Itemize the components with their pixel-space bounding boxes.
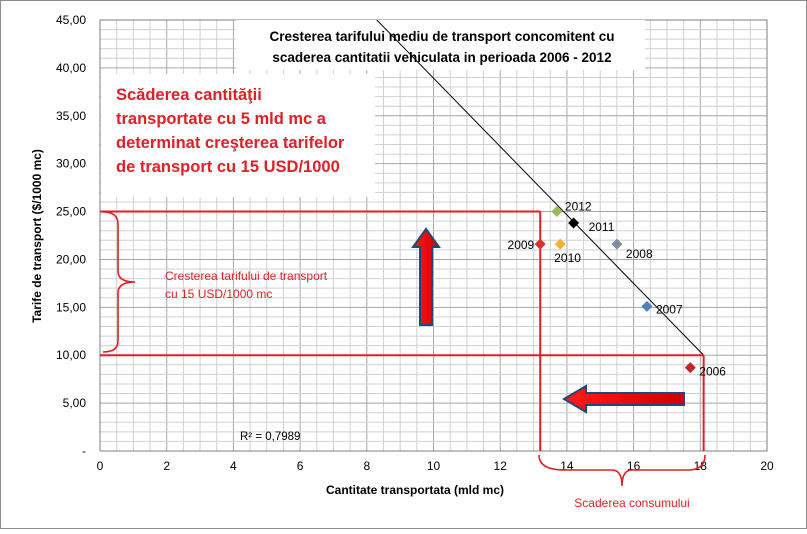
y-tick-label: 35,00 (55, 108, 86, 123)
chart-title-line-2: scaderea cantitatii vehiculata in perioada 2006 - 2012 (272, 50, 612, 65)
x-tick-label: 16 (626, 459, 641, 473)
y-tick-label: 10,00 (55, 348, 86, 363)
data-label-2012: 2012 (564, 199, 592, 214)
x-tick-label: 12 (493, 459, 507, 473)
headline-line-3: determinat creşterea tarifelor (116, 134, 345, 152)
headline-line-4: de transport cu 15 USD/1000 (116, 158, 340, 176)
tariff-increase-label-line-2: cu 15 USD/1000 mc (165, 287, 273, 301)
headline-line-1: Scăderea cantităţii (116, 86, 262, 104)
data-label-2009: 2009 (507, 238, 535, 253)
x-tick-label: 6 (296, 459, 304, 473)
x-tick-label: 4 (230, 459, 237, 473)
data-label-2011: 2011 (588, 220, 615, 235)
y-tick-label: 25,00 (55, 204, 86, 219)
y-axis-title: Tarife de transport ($/1000 mc) (30, 149, 44, 323)
data-label-2008: 2008 (625, 247, 653, 262)
y-tick-label: 40,00 (55, 60, 86, 75)
y-tick-label: 20,00 (55, 252, 86, 267)
data-label-2006: 2006 (699, 364, 726, 379)
consumption-drop-label: Scaderea consumului (574, 496, 690, 510)
headline-line-2: transportate cu 5 mld mc a (116, 110, 326, 128)
data-label-2010: 2010 (554, 251, 581, 266)
tariff-increase-label-line-1: Cresterea tarifului de transport (165, 269, 328, 283)
chart-title-line-1: Cresterea tarifului mediu de transport concomitent cu (269, 29, 615, 44)
r-squared-label: R² = 0,7989 (240, 431, 301, 443)
x-tick-label: 18 (693, 459, 707, 473)
x-tick-label: 0 (96, 459, 104, 473)
x-tick-label: 10 (426, 459, 441, 473)
y-tick-label: - (82, 444, 86, 458)
y-tick-label: 45,00 (55, 13, 86, 27)
x-tick-label: 20 (760, 459, 774, 473)
y-tick-label: 5,00 (62, 396, 86, 411)
x-tick-label: 2 (163, 459, 171, 473)
data-label-2007: 2007 (655, 302, 683, 317)
x-axis-title: Cantitate transportata (mld mc) (325, 483, 505, 497)
y-tick-label: 30,00 (55, 156, 86, 171)
y-tick-label: 15,00 (55, 300, 86, 315)
x-tick-label: 14 (560, 459, 574, 473)
x-tick-label: 8 (363, 459, 371, 473)
